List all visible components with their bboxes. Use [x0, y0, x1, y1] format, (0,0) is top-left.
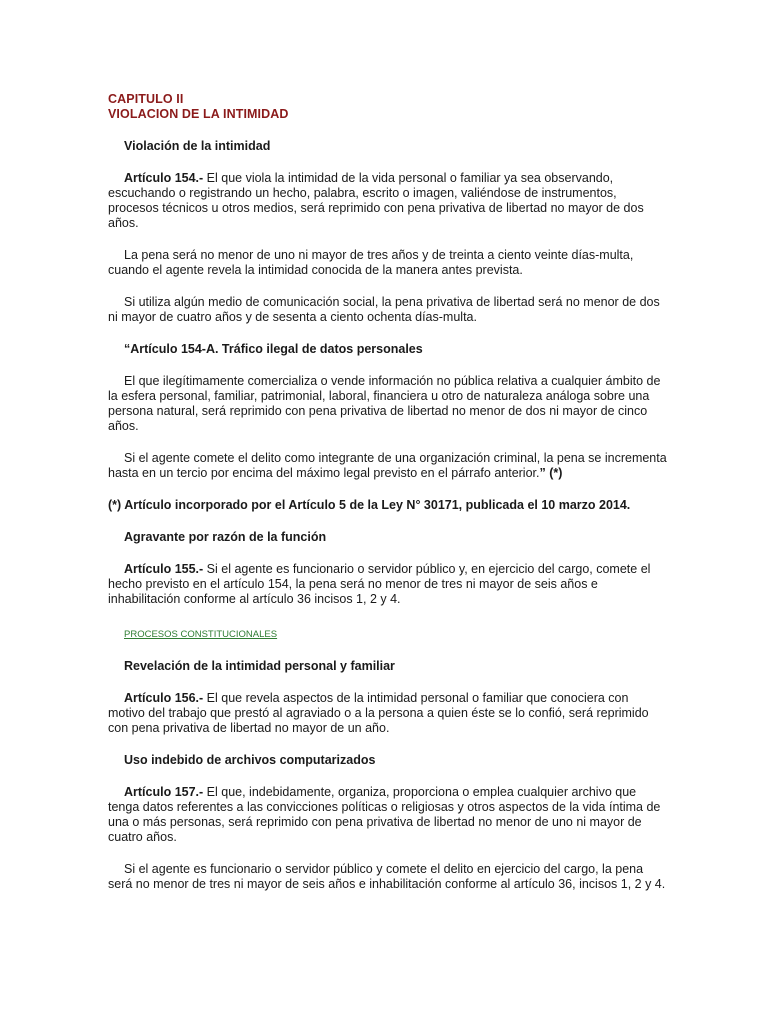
incorporation-note: (*) Artículo incorporado por el Artículo 5 de la Ley N° 30171, publicada el 10 marzo 2014.: [108, 498, 631, 512]
article-156-label: Artículo 156.-: [124, 691, 204, 705]
article-156-text: El que revela aspectos de la intimidad personal o familiar que conociera con motivo del trabajo que prestó al agraviado o a la persona a quien éste se lo confió, será reprimido con pena privativa de libertad no mayor de un año.: [108, 691, 649, 735]
article-154a-closing-mark: ” (*): [539, 466, 563, 480]
chapter-number: CAPITULO II: [108, 92, 184, 106]
article-155: [108, 562, 668, 607]
article-156: [108, 691, 668, 736]
procesos-constitucionales-link[interactable]: PROCESOS CONSTITUCIONALES: [124, 629, 278, 640]
article-154-paragraph-3: Si utiliza algún medio de comunicación social, la pena privativa de libertad será no menor de dos ni mayor de cuatro años y de sesenta a ciento ochenta días-multa.: [108, 295, 660, 324]
article-154-text: El que viola la intimidad de la vida personal o familiar ya sea observando, escuchando o registrando un hecho, palabra, escrito o imagen, valiéndose de instrumentos, procesos técnicos u otros medios, será reprimido con pena privativa de libertad no mayor de dos años.: [108, 171, 644, 230]
article-155-text: Si el agente es funcionario o servidor público y, en ejercicio del cargo, comete el hecho previsto en el artículo 154, la pena será no menor de tres ni mayor de seis años e inhabilitación conforme al artículo 36 incisos 1, 2 y 4.: [108, 562, 651, 606]
chapter-title: VIOLACION DE LA INTIMIDAD: [108, 107, 289, 121]
article-154a-paragraph-2: [108, 451, 668, 481]
section-heading-violacion: Violación de la intimidad: [124, 139, 271, 153]
article-157-paragraph-2: Si el agente es funcionario o servidor público y comete el delito en ejercicio del cargo, la pena será no menor de tres ni mayor de seis años e inhabilitación conforme al artículo 36, incisos 1, 2 y 4.: [108, 862, 666, 891]
section-heading-agravante: Agravante por razón de la función: [124, 530, 327, 544]
section-heading-154a: “Artículo 154-A. Tráfico ilegal de datos personales: [124, 342, 423, 356]
article-157: [108, 785, 668, 845]
article-157-text: El que, indebidamente, organiza, proporciona o emplea cualquier archivo que tenga datos referentes a las convicciones políticas o religiosas y otros aspectos de la vida íntima de una o más personas, será reprimido con pena privativa de libertad no menor de uno ni mayor de cuatro años.: [108, 785, 661, 844]
section-heading-revelacion: Revelación de la intimidad personal y familiar: [124, 659, 395, 673]
article-154a-paragraph-2-text: Si el agente comete el delito como integrante de una organización criminal, la pena se incrementa hasta en un tercio por encima del máximo legal previsto en el párrafo anterior.: [108, 451, 667, 480]
article-154-label: Artículo 154.-: [124, 171, 204, 185]
article-155-label: Artículo 155.-: [124, 562, 204, 576]
article-154a-paragraph-1: El que ilegítimamente comercializa o vende información no pública relativa a cualquier ámbito de la esfera personal, familiar, patrimonial, laboral, financiera u otro de naturaleza análoga sobre una persona natural, será reprimido con pena privativa de libertad no menor de dos ni mayor de cinco años.: [108, 374, 661, 433]
section-heading-archivos: Uso indebido de archivos computarizados: [124, 753, 376, 767]
article-157-label: Artículo 157.-: [124, 785, 204, 799]
article-154: [108, 171, 668, 231]
article-154-paragraph-2: La pena será no menor de uno ni mayor de tres años y de treinta a ciento veinte días-multa, cuando el agente revela la intimidad conocida de la manera antes prevista.: [108, 248, 634, 277]
